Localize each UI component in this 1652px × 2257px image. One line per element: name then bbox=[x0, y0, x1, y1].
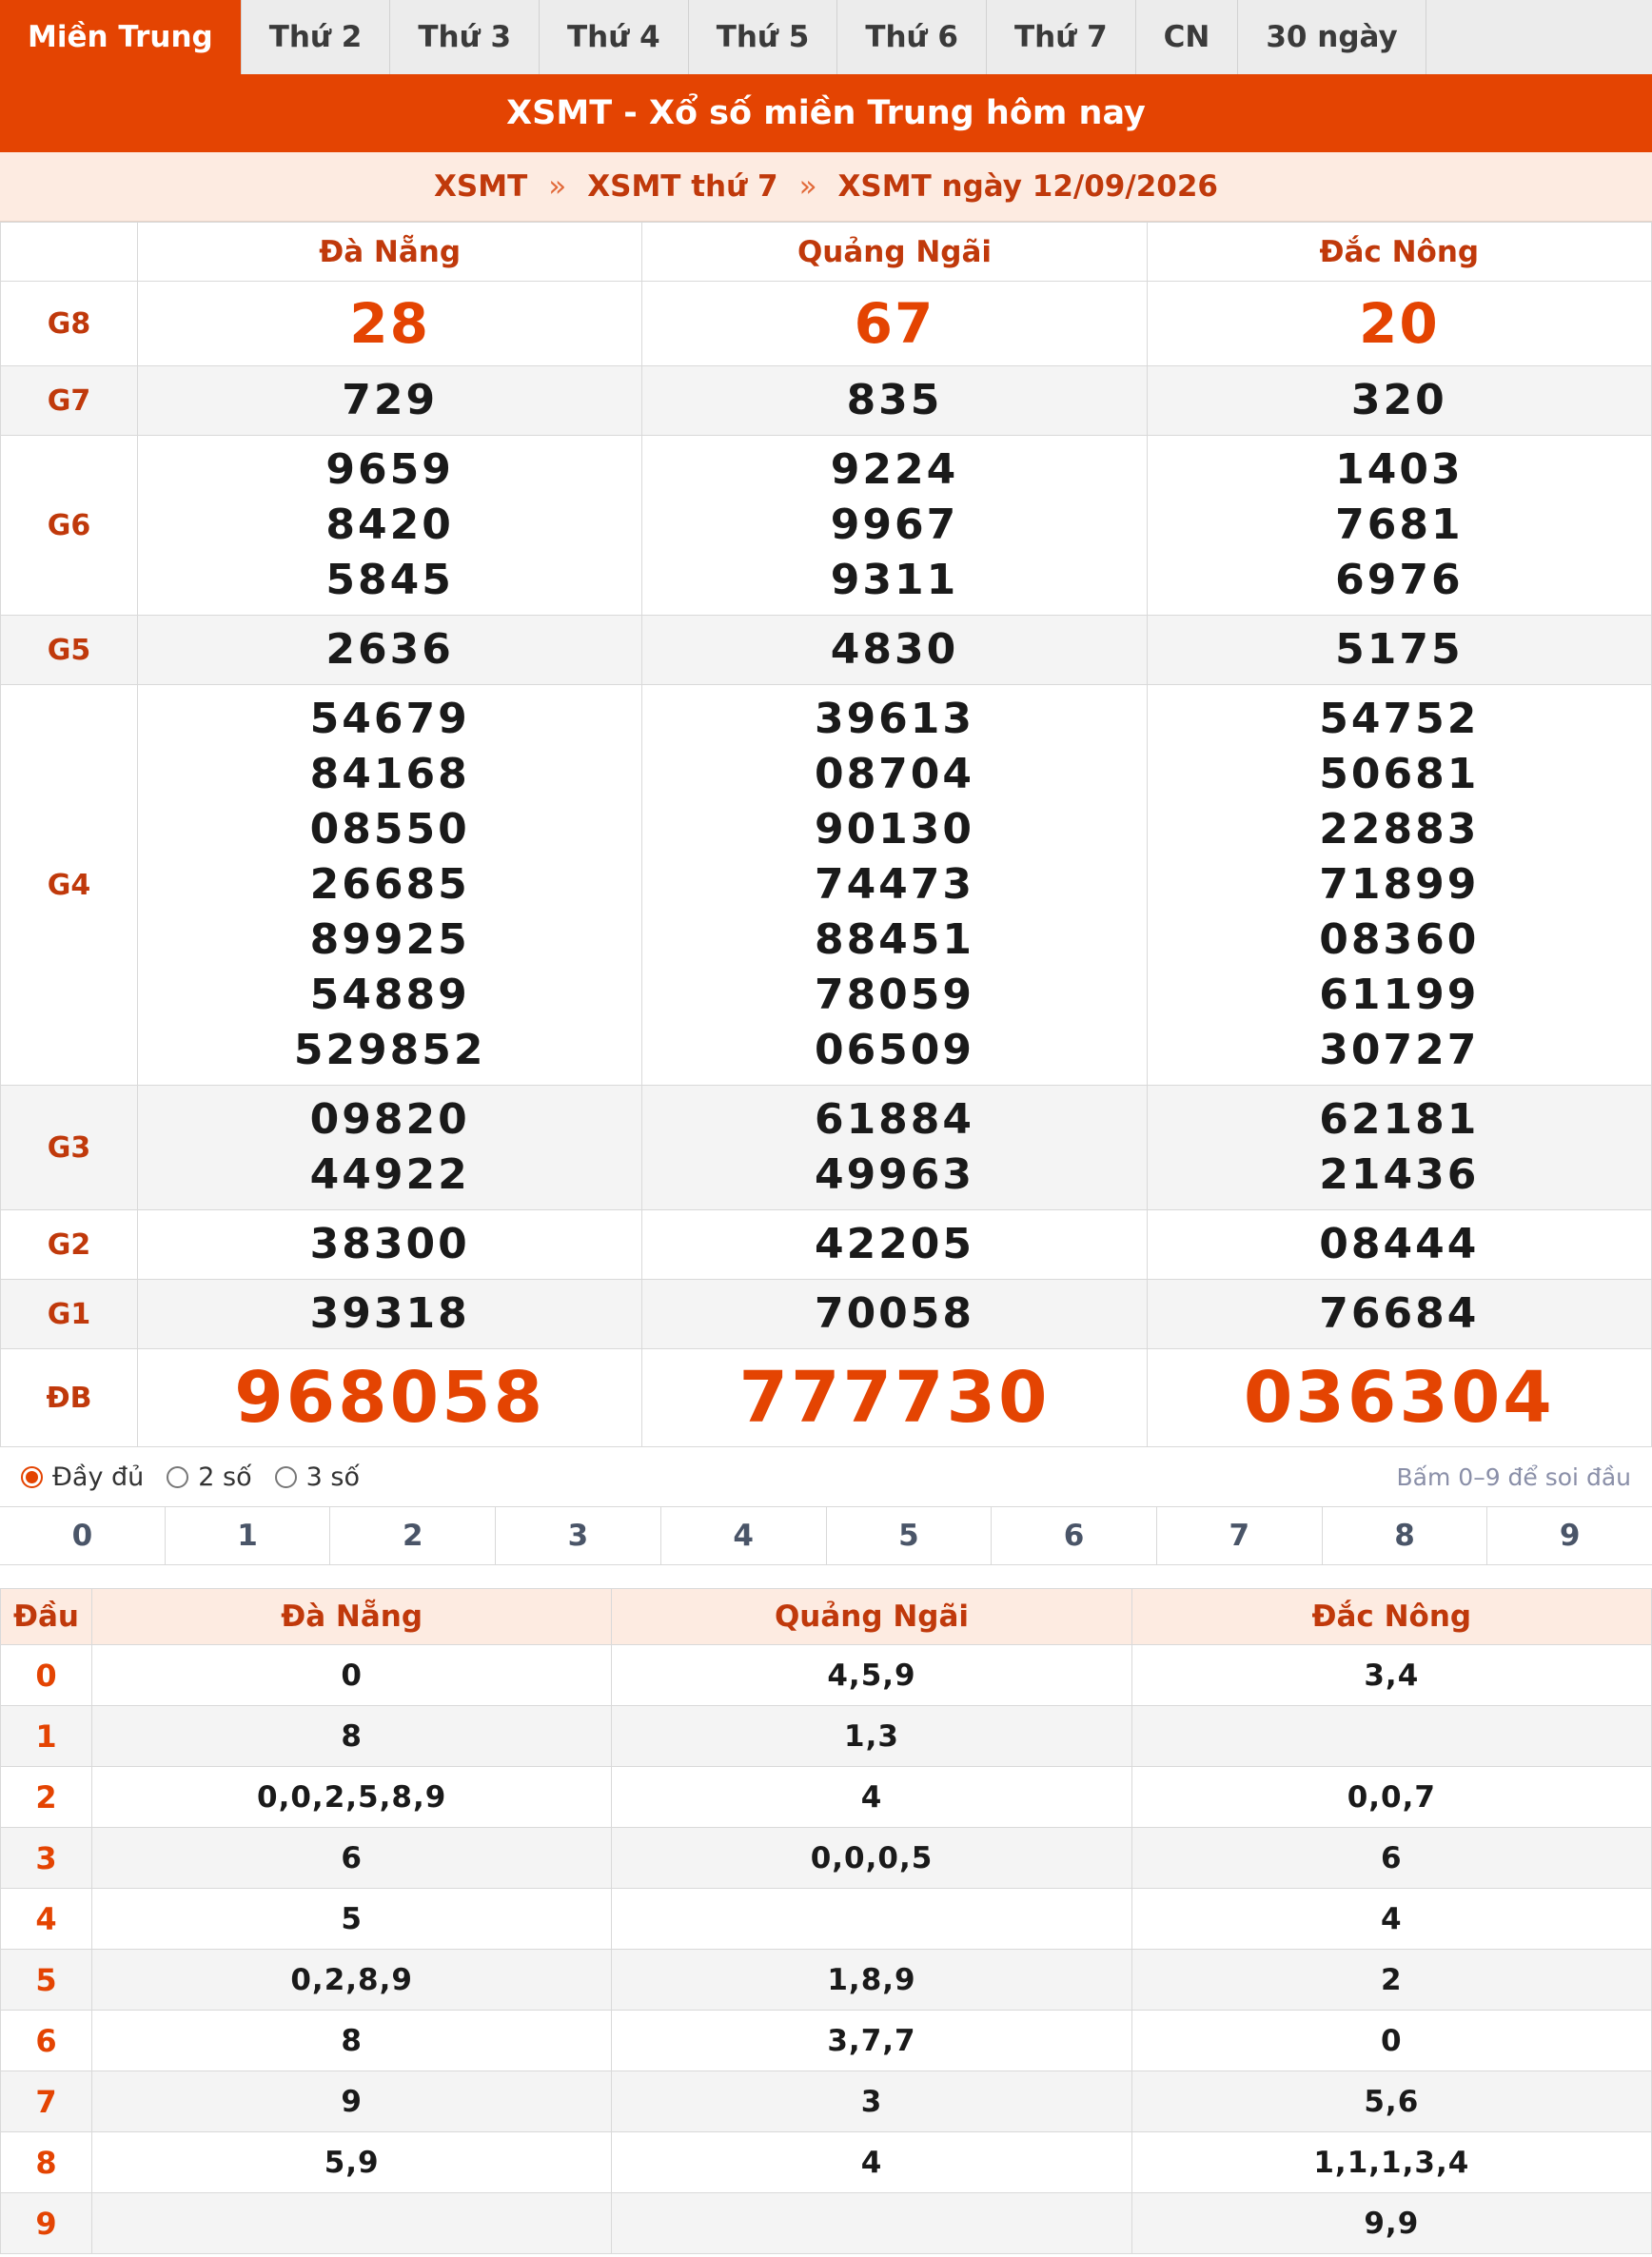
prize-row bbox=[1, 1280, 1652, 1349]
prize-number: 9311 bbox=[830, 556, 959, 604]
dau-value: 6 bbox=[92, 1828, 612, 1889]
prize-number: 28 bbox=[349, 291, 431, 356]
prize-number: 49963 bbox=[814, 1150, 975, 1199]
prize-number: 5845 bbox=[325, 556, 454, 604]
dau-value: 0,2,8,9 bbox=[92, 1950, 612, 2011]
prize-number: 84168 bbox=[309, 750, 470, 798]
digit-button-8[interactable]: 8 bbox=[1323, 1507, 1488, 1564]
prize-label: G6 bbox=[1, 436, 138, 616]
option-three-digits[interactable] bbox=[275, 1462, 360, 1492]
prize-number: 54889 bbox=[309, 971, 470, 1019]
dau-row bbox=[1, 2132, 1652, 2193]
dau-value: 5,9 bbox=[92, 2132, 612, 2193]
tab-thu-5[interactable]: Thứ 5 bbox=[689, 0, 838, 74]
prize-number: 4830 bbox=[830, 625, 959, 674]
prize-number: 26685 bbox=[309, 860, 470, 909]
dau-row bbox=[1, 1767, 1652, 1828]
prize-number: 78059 bbox=[814, 971, 975, 1019]
prize-number: 38300 bbox=[309, 1220, 470, 1268]
prize-cell bbox=[1147, 616, 1651, 685]
dau-row bbox=[1, 2011, 1652, 2071]
page-title: XSMT - Xổ số miền Trung hôm nay bbox=[0, 74, 1652, 152]
prize-number: 21436 bbox=[1319, 1150, 1480, 1199]
dau-province-header: Đà Nẵng bbox=[92, 1589, 612, 1645]
option-two-digits[interactable] bbox=[167, 1462, 251, 1492]
dau-value bbox=[612, 1889, 1131, 1950]
prize-cell bbox=[138, 366, 642, 436]
dau-value: 1,1,1,3,4 bbox=[1131, 2132, 1651, 2193]
tab-thu-6[interactable]: Thứ 6 bbox=[837, 0, 987, 74]
prize-number: 08444 bbox=[1319, 1220, 1480, 1268]
digit-button-1[interactable]: 1 bbox=[166, 1507, 331, 1564]
tab-thu-7[interactable]: Thứ 7 bbox=[987, 0, 1136, 74]
option-full[interactable] bbox=[21, 1462, 144, 1492]
dau-digit: 9 bbox=[1, 2193, 92, 2254]
dau-value: 1,3 bbox=[612, 1706, 1131, 1767]
prize-cell bbox=[1147, 685, 1651, 1086]
dau-value bbox=[92, 2193, 612, 2254]
prize-number: 76684 bbox=[1319, 1289, 1480, 1338]
prize-number: 529852 bbox=[293, 1026, 486, 1074]
dau-table bbox=[0, 1588, 1652, 2254]
dau-value: 0,0,2,5,8,9 bbox=[92, 1767, 612, 1828]
option-two-label: 2 số bbox=[198, 1462, 252, 1492]
prize-number: 6976 bbox=[1335, 556, 1464, 604]
dau-value: 0,0,7 bbox=[1131, 1767, 1651, 1828]
option-three-label: 3 số bbox=[305, 1462, 360, 1492]
prize-number: 67 bbox=[854, 291, 935, 356]
breadcrumb-day[interactable]: XSMT thứ 7 bbox=[587, 169, 778, 204]
prize-number: 835 bbox=[846, 376, 943, 424]
prize-label: G7 bbox=[1, 366, 138, 436]
prize-cell bbox=[642, 436, 1147, 616]
prize-cell bbox=[642, 282, 1147, 366]
prize-number: 54679 bbox=[309, 695, 470, 743]
prize-cell bbox=[138, 1210, 642, 1280]
prize-cell bbox=[1147, 1210, 1651, 1280]
prize-cell bbox=[138, 282, 642, 366]
prize-number: 54752 bbox=[1319, 695, 1480, 743]
prize-cell bbox=[642, 1086, 1147, 1210]
dau-row bbox=[1, 1950, 1652, 2011]
prize-number: 90130 bbox=[814, 805, 975, 854]
prize-number: 39613 bbox=[814, 695, 975, 743]
prize-number: 06509 bbox=[814, 1026, 975, 1074]
prize-number: 44922 bbox=[309, 1150, 470, 1199]
prize-row bbox=[1, 366, 1652, 436]
prize-label: G8 bbox=[1, 282, 138, 366]
tab-30-ngay[interactable]: 30 ngày bbox=[1238, 0, 1426, 74]
prize-number: 8420 bbox=[325, 500, 454, 549]
prize-number: 777730 bbox=[738, 1357, 1051, 1439]
results-table bbox=[0, 222, 1652, 1447]
dau-digit: 1 bbox=[1, 1706, 92, 1767]
prize-number: 88451 bbox=[814, 915, 975, 964]
prize-number: 9659 bbox=[325, 445, 454, 494]
prize-number: 1403 bbox=[1335, 445, 1464, 494]
day-tabs bbox=[0, 0, 1652, 74]
prize-number: 74473 bbox=[814, 860, 975, 909]
prize-label: G4 bbox=[1, 685, 138, 1086]
prize-row bbox=[1, 1210, 1652, 1280]
tab-cn[interactable]: CN bbox=[1136, 0, 1239, 74]
option-full-label: Đầy đủ bbox=[52, 1462, 145, 1492]
prize-label: G1 bbox=[1, 1280, 138, 1349]
prize-number: 62181 bbox=[1319, 1095, 1480, 1144]
dau-row bbox=[1, 1645, 1652, 1706]
prize-cell bbox=[642, 1280, 1147, 1349]
dau-value: 2 bbox=[1131, 1950, 1651, 2011]
prize-number: 30727 bbox=[1319, 1026, 1480, 1074]
prize-number: 22883 bbox=[1319, 805, 1480, 854]
dau-province-header: Quảng Ngãi bbox=[612, 1589, 1131, 1645]
dau-row bbox=[1, 1828, 1652, 1889]
prize-number: 5175 bbox=[1335, 625, 1464, 674]
prize-number: 61884 bbox=[814, 1095, 975, 1144]
dau-value bbox=[612, 2193, 1131, 2254]
prize-number: 08704 bbox=[814, 750, 975, 798]
prize-number: 9967 bbox=[830, 500, 959, 549]
dau-value bbox=[1131, 1706, 1651, 1767]
prize-label: G3 bbox=[1, 1086, 138, 1210]
prize-number: 89925 bbox=[309, 915, 470, 964]
prize-row bbox=[1, 685, 1652, 1086]
breadcrumb-separator: » bbox=[548, 169, 567, 204]
prize-number: 729 bbox=[342, 376, 439, 424]
prize-row bbox=[1, 616, 1652, 685]
radio-checked-icon[interactable] bbox=[21, 1466, 43, 1488]
dau-value: 4 bbox=[612, 1767, 1131, 1828]
prize-cell bbox=[138, 685, 642, 1086]
prize-number: 71899 bbox=[1319, 860, 1480, 909]
prize-cell bbox=[138, 616, 642, 685]
dau-row bbox=[1, 2071, 1652, 2132]
breadcrumb-date[interactable]: XSMT ngày 12/09/2026 bbox=[837, 169, 1218, 204]
prize-cell bbox=[1147, 1086, 1651, 1210]
dau-value: 0 bbox=[1131, 2011, 1651, 2071]
prize-cell bbox=[642, 685, 1147, 1086]
dau-value: 5 bbox=[92, 1889, 612, 1950]
province-header[interactable]: Đắc Nông bbox=[1147, 223, 1651, 282]
dau-digit: 5 bbox=[1, 1950, 92, 2011]
radio-unchecked-icon[interactable] bbox=[167, 1466, 188, 1488]
dau-value: 0,0,0,5 bbox=[612, 1828, 1131, 1889]
dau-row bbox=[1, 2193, 1652, 2254]
digit-selector bbox=[0, 1506, 1652, 1565]
prize-number: 968058 bbox=[234, 1357, 546, 1439]
dau-value: 4 bbox=[612, 2132, 1131, 2193]
tab-thu-4[interactable]: Thứ 4 bbox=[540, 0, 689, 74]
digit-button-9[interactable]: 9 bbox=[1559, 1519, 1581, 1553]
dau-value: 3,4 bbox=[1131, 1645, 1651, 1706]
prize-number: 42205 bbox=[814, 1220, 975, 1268]
prize-cell bbox=[138, 1086, 642, 1210]
province-header[interactable]: Đà Nẵng bbox=[138, 223, 642, 282]
prize-number: 61199 bbox=[1319, 971, 1480, 1019]
dau-digit: 0 bbox=[1, 1645, 92, 1706]
prize-label: G2 bbox=[1, 1210, 138, 1280]
digit-button-7[interactable]: 7 bbox=[1157, 1507, 1323, 1564]
prize-cell bbox=[1147, 436, 1651, 616]
digit-hint: Bấm 0–9 để soi đầu bbox=[1396, 1462, 1631, 1491]
prize-row bbox=[1, 436, 1652, 616]
dau-value: 3 bbox=[612, 2071, 1131, 2132]
dau-value: 4,5,9 bbox=[612, 1645, 1131, 1706]
prize-number: 2636 bbox=[325, 625, 454, 674]
prize-cell bbox=[642, 1349, 1147, 1447]
dau-province-header: Đắc Nông bbox=[1131, 1589, 1651, 1645]
display-options bbox=[0, 1447, 1652, 1506]
dau-row bbox=[1, 1889, 1652, 1950]
dau-row bbox=[1, 1706, 1652, 1767]
tab-thu-3[interactable]: Thứ 3 bbox=[390, 0, 540, 74]
digit-button-3[interactable]: 3 bbox=[496, 1507, 661, 1564]
dau-digit: 6 bbox=[1, 2011, 92, 2071]
prize-label: ĐB bbox=[1, 1349, 138, 1447]
dau-value: 6 bbox=[1131, 1828, 1651, 1889]
prize-number: 70058 bbox=[814, 1289, 975, 1338]
digit-button-5[interactable]: 5 bbox=[827, 1507, 993, 1564]
prize-number: 50681 bbox=[1319, 750, 1480, 798]
prize-number: 39318 bbox=[309, 1289, 470, 1338]
dau-value: 0 bbox=[92, 1645, 612, 1706]
dau-digit: 3 bbox=[1, 1828, 92, 1889]
tab-mien-trung[interactable]: Miền Trung bbox=[0, 0, 242, 74]
prize-number: 09820 bbox=[309, 1095, 470, 1144]
prize-number: 08550 bbox=[309, 805, 470, 854]
prize-number: 9224 bbox=[830, 445, 959, 494]
dau-value: 4 bbox=[1131, 1889, 1651, 1950]
prize-cell bbox=[138, 436, 642, 616]
prize-row bbox=[1, 1086, 1652, 1210]
dau-header: Đầu bbox=[1, 1589, 92, 1645]
dau-digit: 8 bbox=[1, 2132, 92, 2193]
dau-value: 9 bbox=[92, 2071, 612, 2132]
tab-thu-2[interactable]: Thứ 2 bbox=[242, 0, 391, 74]
prize-cell bbox=[1147, 1280, 1651, 1349]
breadcrumb-root[interactable]: XSMT bbox=[434, 169, 528, 204]
dau-value: 1,8,9 bbox=[612, 1950, 1131, 2011]
prize-cell bbox=[1147, 1349, 1651, 1447]
prize-number: 036304 bbox=[1243, 1357, 1555, 1439]
dau-value: 5,6 bbox=[1131, 2071, 1651, 2132]
prize-number: 7681 bbox=[1335, 500, 1464, 549]
digit-button-4[interactable]: 4 bbox=[661, 1507, 827, 1564]
prize-number: 20 bbox=[1358, 291, 1440, 356]
dau-value: 8 bbox=[92, 2011, 612, 2071]
prize-row bbox=[1, 1349, 1652, 1447]
prize-number: 320 bbox=[1350, 376, 1447, 424]
prize-label: G5 bbox=[1, 616, 138, 685]
dau-value: 8 bbox=[92, 1706, 612, 1767]
digit-button-0[interactable]: 0 bbox=[0, 1507, 166, 1564]
breadcrumb-separator: » bbox=[798, 169, 817, 204]
corner-cell bbox=[1, 223, 138, 282]
prize-cell bbox=[138, 1280, 642, 1349]
province-header[interactable]: Quảng Ngãi bbox=[642, 223, 1147, 282]
prize-cell bbox=[1147, 366, 1651, 436]
digit-button-2[interactable]: 2 bbox=[330, 1507, 496, 1564]
prize-cell bbox=[642, 366, 1147, 436]
radio-unchecked-icon[interactable] bbox=[275, 1466, 297, 1488]
digit-button-6[interactable]: 6 bbox=[992, 1507, 1157, 1564]
dau-value: 3,7,7 bbox=[612, 2011, 1131, 2071]
prize-cell bbox=[138, 1349, 642, 1447]
prize-number: 08360 bbox=[1319, 915, 1480, 964]
breadcrumb bbox=[0, 152, 1652, 222]
dau-digit: 4 bbox=[1, 1889, 92, 1950]
dau-value: 9,9 bbox=[1131, 2193, 1651, 2254]
prize-cell bbox=[642, 1210, 1147, 1280]
dau-digit: 2 bbox=[1, 1767, 92, 1828]
prize-cell bbox=[1147, 282, 1651, 366]
dau-digit: 7 bbox=[1, 2071, 92, 2132]
prize-row bbox=[1, 282, 1652, 366]
prize-cell bbox=[642, 616, 1147, 685]
